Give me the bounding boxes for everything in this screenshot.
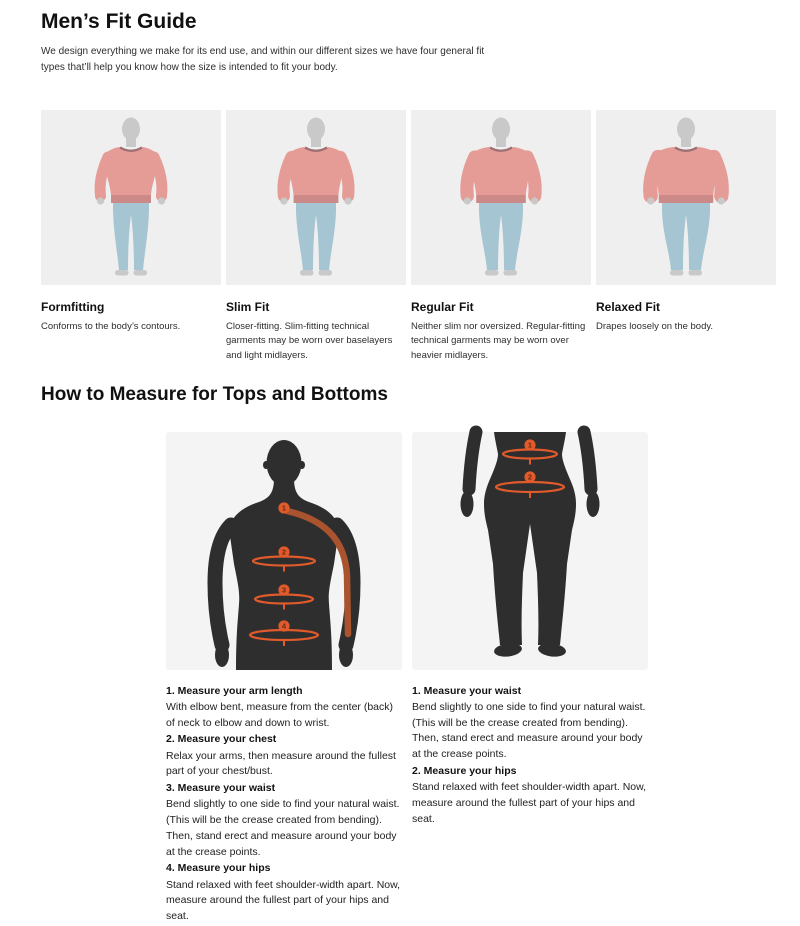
step-label: 1. Measure your waist [412,684,522,697]
step-text: Stand relaxed with feet shoulder-width apart. Now, measure around the fullest part of your hips and seat. [412,781,647,825]
fit-card-slim [226,110,406,363]
fit-card-description: Drapes loosely on the body. [596,321,714,332]
fit-card-name: Formfitting [41,300,105,314]
fit-card-name: Slim Fit [226,300,270,314]
step-label: 3. Measure your waist [166,782,276,795]
fit-figure-svg [411,110,591,285]
measurement-panels [166,432,777,670]
step-label: 4. Measure your hips [166,862,271,875]
fit-card-formfitting [41,110,221,363]
fit-card-name: Regular Fit [411,300,474,314]
regular-fit-figure-illustration [411,110,591,285]
fit-figure-svg [226,110,406,285]
fit-card-relaxed [596,110,776,363]
step-text: Bend slightly to one side to find your natural waist. (This will be the crease created from bending). Then, stand erect and measure around your body at the crease points. [166,798,400,858]
page-title: Men’s Fit Guide [41,10,197,33]
svg-text:4: 4 [281,621,287,631]
step-label: 2. Measure your chest [166,733,277,746]
svg-text:1: 1 [281,503,287,513]
intro-text: We design everything we make for its end use, and within our different sizes we have four general fit types that’ll help you know how the size is intended to fit your body. [41,46,485,73]
measure-section-title: How to Measure for Tops and Bottoms [41,383,388,405]
svg-text:3: 3 [281,585,287,595]
svg-text:1: 1 [527,440,533,450]
fit-card-name: Relaxed Fit [596,300,661,314]
fit-card-description: Closer-fitting. Slim-fitting technical garments may be worn over baselayers and light midlayers. [226,321,393,361]
step-text: With elbow bent, measure from the center (back) of neck to elbow and down to wrist. [166,700,394,729]
svg-text:2: 2 [527,472,533,482]
formfitting-figure-illustration [41,110,221,285]
step-text: Relax your arms, then measure around the fullest part of your chest/bust. [166,749,396,778]
fit-cards-row [41,110,777,363]
lower-body-measurement-illustration [412,432,648,670]
fit-card-description: Conforms to the body’s contours. [41,321,181,332]
bottoms-measurement-steps [412,683,648,926]
fit-card-description: Neither slim nor oversized. Regular-fitting technical garments may be worn over heavier midlayers. [411,321,586,361]
measurement-instructions [166,683,777,926]
step-label: 1. Measure your arm length [166,684,303,697]
fit-card-regular [411,110,591,363]
step-text: Bend slightly to one side to find your natural waist. (This will be the crease created from bending). Then, stand erect and measure around your body at the crease points. [412,700,646,761]
step-text: Stand relaxed with feet shoulder-width apart. Now, measure around the fullest part of your hips and seat. [166,878,401,923]
svg-text:2: 2 [281,547,287,557]
lower-body-silhouette-svg [412,432,648,670]
upper-body-silhouette-svg [166,432,402,670]
slim-fit-figure-illustration [226,110,406,285]
step-label: 2. Measure your hips [412,764,517,777]
upper-body-measurement-illustration [166,432,402,670]
fit-figure-svg [41,110,221,285]
fit-figure-svg [596,110,776,285]
tops-measurement-steps [166,683,402,926]
relaxed-fit-figure-illustration [596,110,776,285]
